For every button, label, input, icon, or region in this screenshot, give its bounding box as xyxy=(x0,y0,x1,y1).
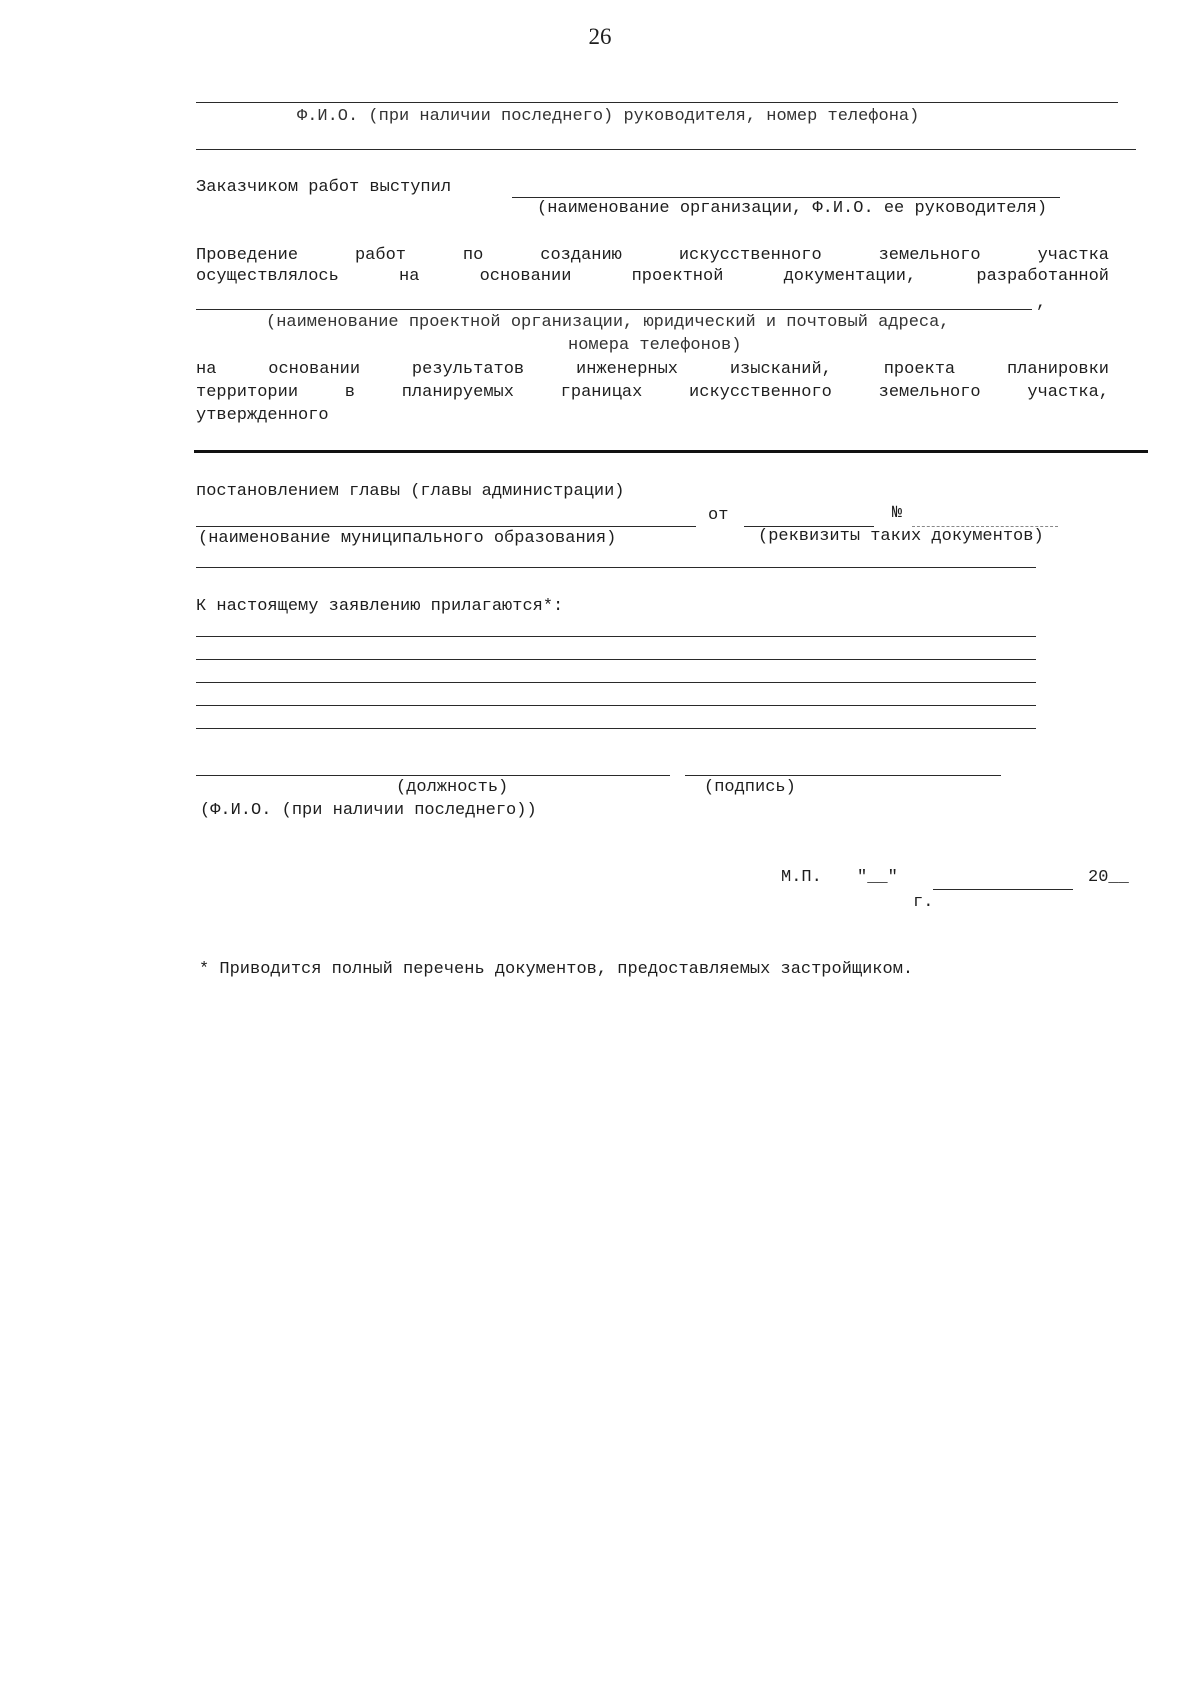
basis-line-3: утвержденного xyxy=(196,406,329,425)
date-year: 20__ xyxy=(1088,868,1129,887)
date-day: "__" xyxy=(857,868,898,887)
basis-line-2: территории в планируемых границах искусственного земельного участка, xyxy=(196,383,1109,402)
attachment-line-4 xyxy=(196,705,1036,706)
section-divider xyxy=(194,450,1148,453)
customer-caption: (наименование организации, Ф.И.О. ее руководителя) xyxy=(537,199,1048,218)
footnote: * Приводится полный перечень документов, предоставляемых застройщиком. xyxy=(199,960,914,979)
design-org-comma: , xyxy=(1036,294,1047,313)
signature-line xyxy=(685,775,1001,776)
municipality-caption: (наименование муниципального образования) xyxy=(198,529,617,548)
design-org-line xyxy=(196,309,1032,310)
stamp-label: М.П. xyxy=(781,868,822,887)
attachments-label: К настоящему заявлению прилагаются*: xyxy=(196,597,564,616)
position-line xyxy=(196,775,670,776)
attachment-line-5 xyxy=(196,728,1036,729)
design-org-caption-2: номера телефонов) xyxy=(568,336,742,355)
attachment-line-1 xyxy=(196,636,1036,637)
customer-label: Заказчиком работ выступил xyxy=(196,178,452,197)
date-month-line xyxy=(933,889,1073,890)
works-line-1: Проведение работ по созданию искусственного земельного участка xyxy=(196,246,1109,265)
resolution-label: постановлением главы (главы администрации) xyxy=(196,482,625,501)
header-top-line xyxy=(196,102,1118,103)
name-caption: (Ф.И.О. (при наличии последнего)) xyxy=(200,801,537,820)
attachment-line-3 xyxy=(196,682,1036,683)
resolution-from: от xyxy=(708,506,729,525)
resolution-number-sign: № xyxy=(892,504,903,523)
page-number: 26 xyxy=(588,24,612,49)
design-org-caption-1: (наименование проектной организации, юридический и почтовый адреса, xyxy=(266,313,950,332)
position-caption: (должность) xyxy=(396,778,509,797)
signature-caption: (подпись) xyxy=(704,778,796,797)
attachment-line-2 xyxy=(196,659,1036,660)
basis-line-1: на основании результатов инженерных изысканий, проекта планировки xyxy=(196,360,1109,379)
resolution-extra-line xyxy=(196,567,1036,568)
municipality-line xyxy=(196,526,696,527)
works-line-2: осуществлялось на основании проектной документации, разработанной xyxy=(196,267,1109,286)
header-bottom-line xyxy=(196,149,1136,150)
date-year-suffix: г. xyxy=(913,893,934,912)
header-caption: Ф.И.О. (при наличии последнего) руководителя, номер телефона) xyxy=(297,107,920,126)
document-details-caption: (реквизиты таких документов) xyxy=(758,527,1044,546)
